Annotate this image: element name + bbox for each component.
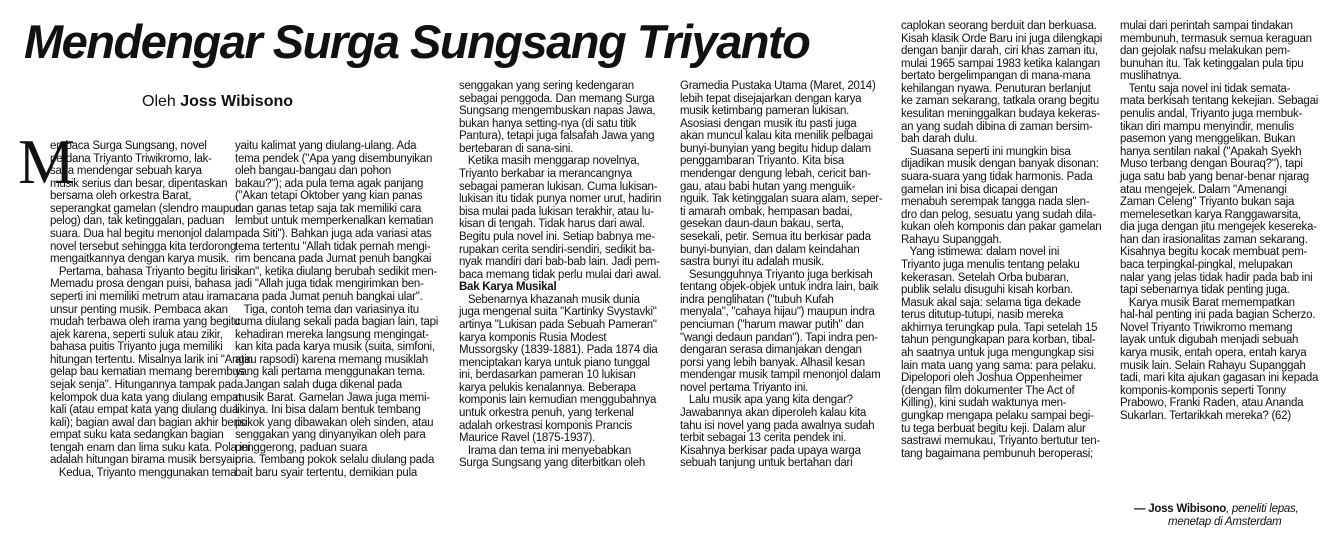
text-line: indra penglihatan ("tubuh Kufah (680, 293, 834, 306)
text-line: musik Barat. Gamelan Jawa juga memi- (235, 391, 430, 404)
text-line: embaca Surga Sungsang, novel (50, 140, 207, 152)
text-line: pokok yang dibawakan oleh sinden, atau (235, 416, 434, 429)
text-line: Masuk akal saja: selama tiga dekade (901, 296, 1081, 309)
text-line: empat suku kata sedangkan bagian (50, 429, 224, 442)
text-line: ini, berdasarkan pameran 10 lukisan (459, 369, 636, 382)
text-line: dengaran serasa dimanjakan dengan (680, 344, 862, 357)
text-line: juga mengenal suita "Kartinky Svystavki" (459, 306, 657, 319)
byline-prefix: Oleh (142, 93, 176, 110)
text-line: baca memang tidak perlu mulai dari awal. (459, 268, 662, 281)
text-line: sastrawi memukau, Triyanto bertutur ten- (901, 435, 1100, 448)
text-line: suara-suara yang tidak harmonis. Pada (901, 170, 1093, 183)
text-line: musik serius dan besar, dipentaskan (50, 177, 228, 190)
text-line: tengah enam dan lima suku kata. Pola ini (50, 441, 251, 454)
text-line: Lalu musik apa yang kita dengar? (680, 394, 853, 407)
text-line: Kisah klasik Orde Baru ini juga dilengkapi (901, 32, 1103, 45)
text-line: sebagai pameran lukisan. Cuma lukisan- (459, 180, 658, 193)
article-column-2 (235, 140, 441, 480)
text-line: suara. Dua hal begitu menonjol dalam (50, 228, 235, 241)
text-line: bunuhan itu. Tak ketinggalan pula tipu (1120, 57, 1304, 70)
text-line: Tentu saja novel ini tidak semata- (1120, 82, 1291, 95)
text-line: mulai dari perintah sampai tindakan (1120, 20, 1293, 32)
text-line: kan kita pada karya musik (suita, simfoni, (235, 341, 435, 354)
text-line: lain mata uang yang sama: para pelaku. (901, 359, 1097, 372)
text-line: sebagai penggoda. Dan memang Surga (459, 92, 655, 105)
text-line: pria. Tembang pokok selalu diulang pada (235, 454, 435, 467)
section-subheading: Bak Karya Musikal (459, 281, 557, 294)
text-line: Sebenarnya khazanah musik dunia (459, 293, 640, 306)
text-line: penulis andal, Triyanto juga membuk- (1120, 108, 1303, 121)
text-line: oleh bangau-bangau dan pohon (235, 165, 392, 178)
text-line: bertebaran di sana-sini. (459, 142, 574, 155)
text-line: cuma diulang sekali pada bagian lain, tapi (235, 316, 439, 329)
article-column-6 (1120, 20, 1326, 423)
text-line: kukan oleh komponis dan pakar gamelan (901, 221, 1102, 234)
text-line: Zaman Celeng" Triyanto bukan saja (1120, 196, 1295, 209)
text-line: terus ditutup-tutupi, nasib mereka (901, 309, 1064, 322)
text-line: penggerong, paduan suara (235, 441, 368, 454)
text-line: akan muncul kalau kita menilik pelbagai (680, 130, 873, 143)
text-line: (dengan film dokumenter The Act of (901, 384, 1075, 397)
article-headline: Mendengar Surga Sungsang Triyanto (24, 15, 810, 68)
text-line: kesulitan meninggalkan budaya kekeras- (901, 108, 1100, 121)
text-line: rim bencana pada Jumat penuh bangkai (235, 253, 432, 266)
author-signature (1134, 503, 1337, 528)
text-line: bisa mulai pada lukisan terakhir, atau lu- (459, 205, 654, 218)
text-line: bersama oleh orkestra Barat, (50, 190, 192, 203)
text-line: dengan banjir darah, ciri khas zaman itu, (901, 45, 1098, 58)
text-line: pada Siti"). Bahkan juga ada variasi atas (235, 228, 432, 241)
text-line: kali (atau empat kata yang diulang dua (50, 404, 239, 417)
text-line: Irama dan tema ini menyebabkan (459, 444, 632, 457)
drop-cap: M (18, 126, 75, 197)
text-line: lukisan itu tidak punya nomer urut, hadirin (459, 193, 662, 206)
text-line: tema pendek ("Apa yang disembunyikan (235, 152, 433, 165)
text-line: Kisahnya begitu kocak membuat pem- (1120, 246, 1308, 259)
text-line: kisan di tengah. Tidak harus dari awal. (459, 218, 645, 231)
text-line: menyala", "cahaya hijau") maupun indra (680, 306, 875, 319)
text-line: Kedua, Triyanto menggunakan tema (50, 467, 237, 480)
text-line: artinya "Lukisan pada Sebuah Pameran" (459, 318, 657, 331)
text-line: mudah terbawa oleh irama yang begitu (50, 316, 240, 329)
text-line: Suasana seperti ini mungkin bisa (901, 145, 1071, 158)
text-line: Surga Sungsang yang diterbitkan oleh (459, 457, 646, 470)
text-line: perdana Triyanto Triwikromo, lak- (50, 152, 212, 165)
text-line: kekerasan. Setelah Orba bubaran, (901, 271, 1069, 284)
text-line: lembut untuk memperkenalkan kematian (235, 215, 434, 228)
text-line: senggakan yang dinyanyikan oleh para (235, 429, 426, 442)
text-line: sana mendengar sebuah karya (50, 165, 202, 178)
byline-author: Joss Wibisono (180, 93, 294, 110)
text-line: ti amarah ombak, hempasan badai, (680, 205, 853, 218)
text-line: Tiga, contoh tema dan variasinya itu (235, 303, 419, 316)
text-line: kelompok dua kata yang diulang empat (50, 391, 242, 404)
text-line: Triyanto berkabar ia merancangnya (459, 168, 632, 181)
text-line: nguik. Tak ketinggalan suara alam, seper- (680, 193, 883, 206)
text-line: kehadiran mereka langsung mengingat- (235, 328, 429, 341)
text-line: Yang istimewa: dalam novel ini (901, 246, 1060, 259)
text-line: Pantura), tetapi juga falsafah Jawa yang (459, 130, 655, 143)
text-line: tikan diri mampu menyindir, menulis (1120, 120, 1295, 133)
text-line: Prabowo, Franki Raden, atau Ananda (1120, 397, 1304, 410)
article-column-3 (459, 80, 665, 470)
text-line: hanya sentilan nakal ("Apakah Syekh (1120, 145, 1302, 158)
text-line: pasemon yang menggelikan. Bukan (1120, 133, 1296, 146)
text-line: Dipelopori oleh Joshua Oppenheimer (901, 372, 1083, 385)
text-line: Ketika masih menggarap novelnya, (459, 155, 640, 168)
text-line: Kisahnya berkisar pada upaya warga (680, 444, 861, 457)
text-line: Sungsang mengembuskan napas Jawa, (459, 105, 656, 118)
text-line: Sesungguhnya Triyanto juga berkisah (680, 268, 873, 281)
text-line: seperti ini memiliki metrum atau irama: (50, 290, 238, 303)
text-line: han dan irasionalitas zaman sekarang. (1120, 233, 1308, 246)
text-line: pelog) dan, tak ketinggalan, paduan (50, 215, 225, 228)
text-line: sastra bunyi itu adalah musik. (680, 256, 824, 269)
text-line: layak untuk digubah menjadi sebuah (1120, 334, 1299, 347)
text-line: Sukarlan. Tertarikkah mereka? (62) (1120, 409, 1291, 422)
text-line: dia juga dengan jitu mengejek kesereka- (1120, 221, 1317, 234)
text-line: dan gejolak nafsu melakukan pem- (1120, 45, 1291, 58)
text-line: Pertama, bahasa Triyanto begitu liris. (50, 265, 240, 278)
text-line: komponis-komponis seperti Tonny (1120, 384, 1286, 397)
text-line: cana pada Jumat penuh bangkai ular". (235, 290, 423, 303)
text-line: lebih tepat disejajarkan dengan karya (680, 92, 862, 105)
text-line: caplokan seorang berduit dan berkuasa. (901, 20, 1097, 32)
text-line: bukan hanya setting-nya (di satu titik (459, 117, 637, 130)
text-line: Memadu prosa dengan puisi, bahasa (50, 278, 231, 291)
text-line: nalar yang jelas tidak hadir pada bab ini (1120, 271, 1313, 284)
text-line: Rahayu Supanggah. (901, 233, 1002, 246)
text-line: tema tertentu "Allah tidak pernah mengi- (235, 240, 431, 253)
text-line: an yang sudah dibina di zaman bersim- (901, 120, 1093, 133)
text-line: novel pertama Triyanto ini. (680, 381, 809, 394)
text-line: "wangi dedaun pandan"). Tapi indra pen- (680, 331, 878, 344)
text-line: Jangan salah duga dikenal pada (235, 378, 402, 391)
text-line: Asosiasi dengan musik itu pasti juga (680, 117, 857, 130)
text-line: senggakan yang sering kedengaran (459, 80, 634, 92)
text-line: musik ketimbang pameran lukisan. (680, 105, 850, 118)
text-line: Muso terbang dengan Bouraq?"), tapi (1120, 158, 1303, 171)
text-line: Mussorgsky (1839-1881). Pada 1874 dia (459, 344, 658, 357)
text-line: porsi yang lebih banyak. Alhasil kesan (680, 356, 865, 369)
text-line: bunyi-bunyian yang begitu hidup dalam (680, 142, 871, 155)
signature-role: , peneliti lepas, (1226, 503, 1299, 515)
text-line: gau, atau babi hutan yang menguik- (680, 180, 855, 193)
text-line: hitungan tertentu. Misalnya larik ini "Angin (50, 353, 253, 366)
text-line: penggambaran Triyanto. Kita bisa (680, 155, 844, 168)
text-line: mendengar dengung lebah, cericit ban- (680, 168, 871, 181)
byline (142, 92, 293, 112)
text-line: bakau?"); ada pula tema agak panjang (235, 177, 424, 190)
text-line: adalah orkestrasi komponis Prancis (459, 419, 633, 432)
text-line: musik lain. Selain Rahayu Supanggah (1120, 359, 1306, 372)
text-line: Novel Triyanto Triwikromo memang (1120, 321, 1293, 334)
text-line: kali); bagian awal dan bagian akhir berisi (50, 416, 248, 429)
text-line: yaitu kalimat yang diulang-ulang. Ada (235, 140, 417, 152)
text-line: bah darah dulu. (901, 133, 978, 146)
text-line: menciptakan karya untuk piano tunggal (459, 356, 650, 369)
article-column-5 (901, 20, 1107, 460)
text-line: adalah hitungan birama musik bersyair. (50, 454, 241, 467)
text-line: Gramedia Pustaka Utama (Maret, 2014) (680, 80, 876, 92)
text-line: likinya. Ini bisa dalam bentuk tembang (235, 404, 421, 417)
text-line: terbit sebagai 13 cerita pendek ini. (680, 432, 847, 445)
text-line: atau mengejek. Dalam "Amenangi (1120, 183, 1287, 196)
text-line: tapi sebenarnya tidak penting juga. (1120, 284, 1290, 297)
text-line: mata berkisah tentang kekejian. Sebagai (1120, 95, 1319, 108)
text-line: Triyanto juga menulis tentang pelaku (901, 258, 1080, 271)
text-line: sesekali, petir. Semua itu berkisar pada (680, 230, 871, 243)
article-column-1 (50, 140, 256, 480)
text-line: Jawabannya akan diperoleh kalau kita (680, 407, 866, 420)
text-line: komponis lain kemudian menggubahnya (459, 394, 657, 407)
text-line: Maurice Ravel (1875-1937). (459, 432, 596, 445)
text-line: tu tega berbuat begitu keji. Dalam alur (901, 422, 1086, 435)
text-line: untuk orkestra penuh, yang terkenal (459, 407, 634, 420)
text-line: bertato bergelimpangan di mana-mana (901, 70, 1091, 83)
text-line: seperangkat gamelan (slendro maupun (50, 202, 242, 215)
text-line: tadi, mari kita ajukan gagasan ini kepada (1120, 372, 1319, 385)
text-line: Karya musik Barat memempatkan (1120, 296, 1295, 309)
text-line: gelap bau kematian memang berembus (50, 366, 245, 379)
text-line: akhirnya terungkap pula. Tapi setelah 15 (901, 321, 1098, 334)
text-line: tahu isi novel yang pada awalnya sudah (680, 419, 875, 432)
text-line: karya musik, entah opera, entah karya (1120, 347, 1307, 360)
text-line: mengaitkannya dengan karya musik. (50, 253, 230, 266)
text-line: atau rapsodi) karena memang musiklah (235, 353, 428, 366)
text-line: bait baru syair tertentu, demikian pula (235, 467, 418, 480)
text-line: tentang objek-objek untuk indra lain, baik (680, 281, 879, 294)
text-line: karya pelukis kenalannya. Beberapa (459, 381, 636, 394)
signature-name: — Joss Wibisono (1134, 503, 1226, 515)
text-line: bahasa puitis Triyanto juga memiliki (50, 341, 223, 354)
text-line: muslihatnya. (1120, 70, 1182, 83)
text-line: jadi "Allah juga tidak mengirimkan ben- (235, 278, 424, 291)
text-line: kehilangan nyawa. Penuturan berlanjut (901, 82, 1091, 95)
text-line: tang bagaimana pembunuh beroperasi; (901, 447, 1094, 460)
text-line: sejak senja". Hitungannya tampak pada (50, 378, 244, 391)
text-line: unsur penting musik. Pembaca akan (50, 303, 228, 316)
text-line: memelesetkan karya Ranggawarsita, (1120, 208, 1301, 221)
text-line: ajek karena, seperti suluk atau zikir, (50, 328, 223, 341)
signature-location: menetap di Amsterdam (1168, 515, 1282, 528)
text-line: gamelan ini bisa dicapai dengan (901, 183, 1058, 196)
text-line: gesekan daun-daun bakau, serta, (680, 218, 844, 231)
text-line: ("Akan tetapi Oktober yang kian panas (235, 190, 423, 203)
text-line: tahun pengungkapan para korban, tibal- (901, 334, 1096, 347)
text-line: baca terpingkal-pingkal, melupakan (1120, 258, 1293, 271)
text-line: dro dan pelog, sesuatu yang sudah dila- (901, 208, 1096, 221)
text-line: dijadikan musik dengan banyak disonan: (901, 158, 1099, 171)
text-line: publik selalu disuguhi kisah korban. (901, 284, 1073, 297)
text-line: Killing), kini sudah waktunya men- (901, 397, 1067, 410)
text-line: rupakan cerita sendiri-sendiri, sedikit ba- (459, 243, 655, 256)
text-line: membunuh, termasuk semua keraguan (1120, 32, 1312, 45)
text-line: penciuman ("harum mawar putih" dan (680, 318, 864, 331)
text-line: gungkap mengapa pelaku sampai begi- (901, 409, 1094, 422)
text-line: Begitu pula novel ini. Setiap babnya me- (459, 230, 655, 243)
text-line: ke zaman sekarang, tatkala orang begitu (901, 95, 1100, 108)
text-line: hal-hal penting ini pada bagian Scherzo. (1120, 309, 1316, 322)
text-line: ikan", ketika diulang berubah sedikit men- (235, 265, 437, 278)
text-line: sebuah tanjung untuk bertahan dari (680, 457, 853, 470)
text-line: karya komponis Rusia Modest (459, 331, 607, 344)
text-line: mulai 1965 sampai 1983 ketika kalangan (901, 57, 1100, 70)
text-line: mendengar musik tampil menonjol dalam (680, 369, 881, 382)
text-line: bunyi-bunyian, dan dalam keindahan (680, 243, 860, 256)
text-line: yang kali pertama menggunakan tema. (235, 366, 426, 379)
article-column-4 (680, 80, 886, 470)
text-line: menabuh serempak tangga nada slen- (901, 196, 1090, 209)
text-line: novel tersebut sehingga kita terdorong (50, 240, 237, 253)
text-line: ah saatnya untuk juga mengungkap sisi (901, 347, 1094, 360)
text-line: dan ganas tetap saja tak memiliki cara (235, 202, 422, 215)
text-line: juga satu bab yang benar-benar njarag (1120, 170, 1309, 183)
text-line: nyak mandiri dari bab-bab lain. Jadi pem- (459, 256, 660, 269)
